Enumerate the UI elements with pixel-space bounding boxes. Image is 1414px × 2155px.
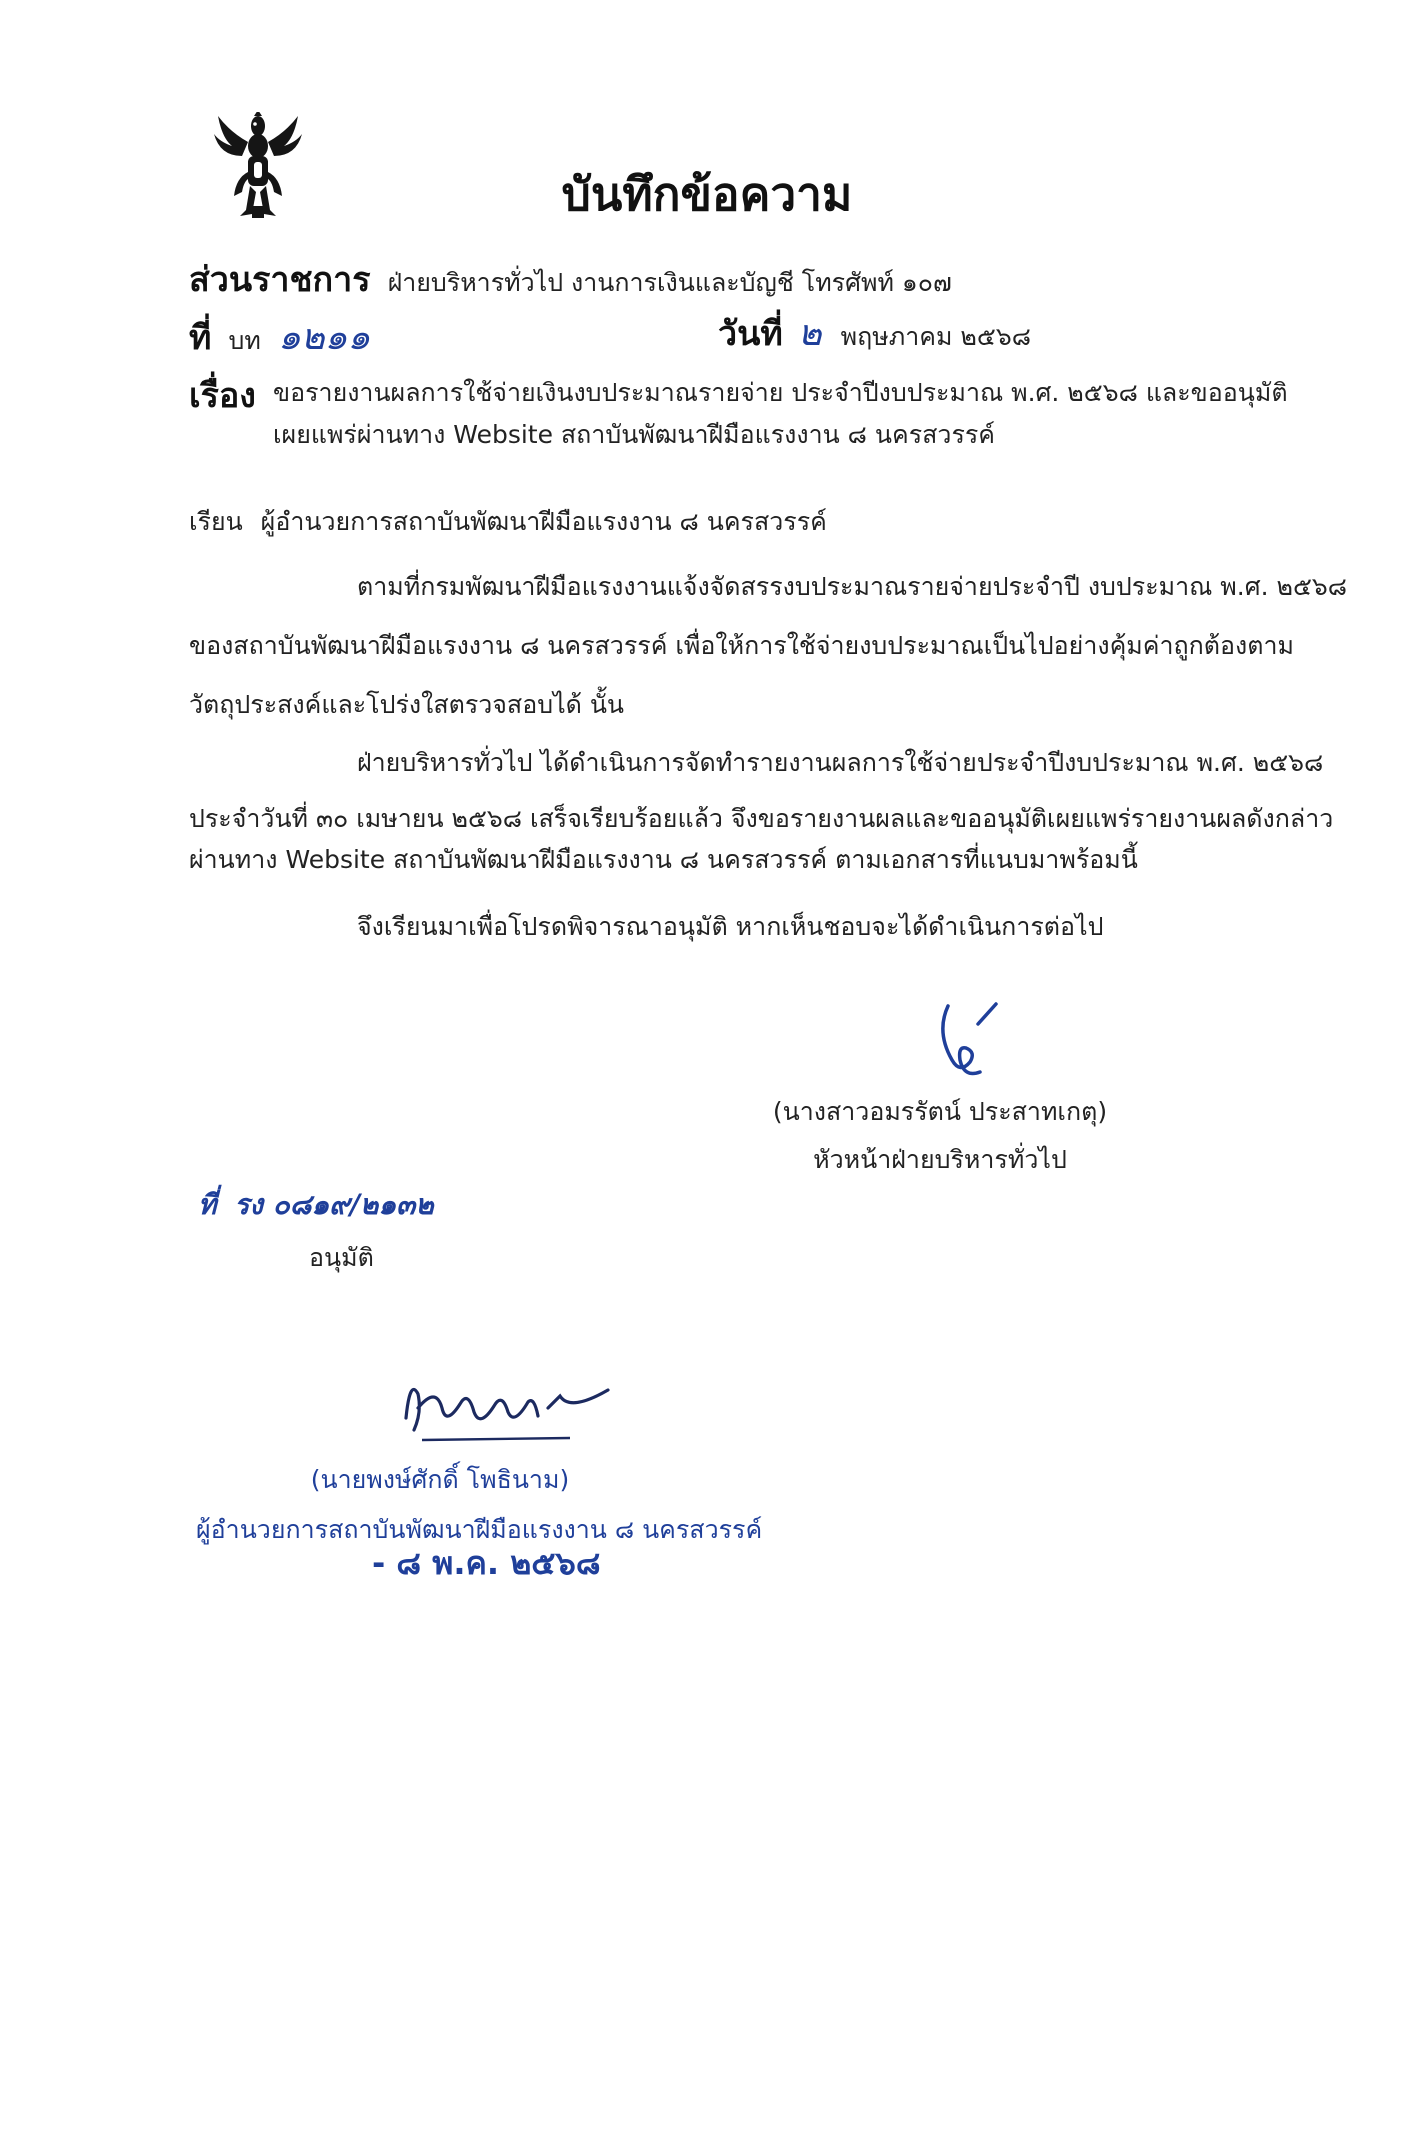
salutation-value: ผู้อำนวยการสถาบันพัฒนาฝีมือแรงงาน ๘ นครสวรรค์ (260, 507, 827, 536)
approval-date: - ๘ พ.ค. ๒๕๖๘ (372, 1544, 601, 1582)
date-day-handwritten: ๒ (797, 313, 822, 354)
para1-line1: ตามที่กรมพัฒนาฝีมือแรงงานแจ้งจัดสรรงบประมาณรายจ่ายประจำปี งบประมาณ พ.ศ. ๒๕๖๘ (357, 572, 1348, 601)
signer-name: (นางสาวอมรรัตน์ ประสาทเกตุ) (772, 1097, 1108, 1126)
ref-label: ที่ (189, 318, 212, 358)
salutation (189, 502, 827, 542)
ref-number-handwritten: ๑๒๑๑ (277, 317, 371, 358)
subject-label-wrap (189, 368, 256, 422)
approver-name: (นายพงษ์ศักดิ์ โพธินาม) (310, 1465, 570, 1494)
signer-position: หัวหน้าฝ่ายบริหารทั่วไป (813, 1145, 1067, 1174)
agency-label: ส่วนราชการ (189, 260, 371, 300)
signature-mark (930, 1002, 1010, 1084)
para1-line2: ของสถาบันพัฒนาฝีมือแรงงาน ๘ นครสวรรค์ เพื่อให้การใช้จ่ายงบประมาณเป็นไปอย่างคุ้มค่าถูกต้องตาม (189, 631, 1295, 660)
para2-line1: ฝ่ายบริหารทั่วไป ได้ดำเนินการจัดทำรายงานผลการใช้จ่ายประจำปีงบประมาณ พ.ศ. ๒๕๖๘ (357, 748, 1324, 777)
approval-ref (198, 1183, 434, 1227)
approver-signature (398, 1368, 614, 1448)
para2-line2: ประจำวันที่ ๓๐ เมษายน ๒๕๖๘ เสร็จเรียบร้อยแล้ว จึงขอรายงานผลและขออนุมัติเผยแพร่รายงานผลดังกล่าว (189, 804, 1334, 833)
salutation-label: เรียน (189, 507, 243, 536)
reference-line (189, 308, 370, 365)
agency-line (189, 252, 952, 306)
date-month-year: พฤษภาคม ๒๕๖๘ (840, 322, 1031, 351)
closing-line: จึงเรียนมาเพื่อโปรดพิจารณาอนุมัติ หากเห็นชอบจะได้ดำเนินการต่อไป (357, 912, 1104, 941)
subject-label: เรื่อง (189, 376, 256, 416)
subject-line-2: เผยแพร่ผ่านทาง Website สถาบันพัฒนาฝีมือแรงงาน ๘ นครสวรรค์ (273, 420, 996, 449)
memo-title: บันทึกข้อความ (561, 167, 853, 221)
approval-ref-label: ที่ (198, 1188, 217, 1221)
para1-line3: วัตถุประสงค์และโปร่งใสตรวจสอบได้ นั้น (189, 690, 625, 719)
date-label: วันที่ (718, 314, 783, 354)
approval-ref-value: รง ๐๘๑๙/๒๑๓๒ (234, 1188, 434, 1221)
approver-position: ผู้อำนวยการสถาบันพัฒนาฝีมือแรงงาน ๘ นครสวรรค์ (196, 1515, 763, 1544)
ref-prefix: บท (228, 326, 261, 355)
date-line (718, 304, 1031, 361)
agency-value: ฝ่ายบริหารทั่วไป งานการเงินและบัญชี โทรศัพท์ ๑๐๗ (387, 268, 952, 297)
subject-line-1: ขอรายงานผลการใช้จ่ายเงินงบประมาณรายจ่าย ประจำปีงบประมาณ พ.ศ. ๒๕๖๘ และขออนุมัติ (273, 378, 1288, 407)
approved-text: อนุมัติ (309, 1243, 374, 1272)
para2-line3: ผ่านทาง Website สถาบันพัฒนาฝีมือแรงงาน ๘ นครสวรรค์ ตามเอกสารที่แนบมาพร้อมนี้ (189, 845, 1138, 874)
